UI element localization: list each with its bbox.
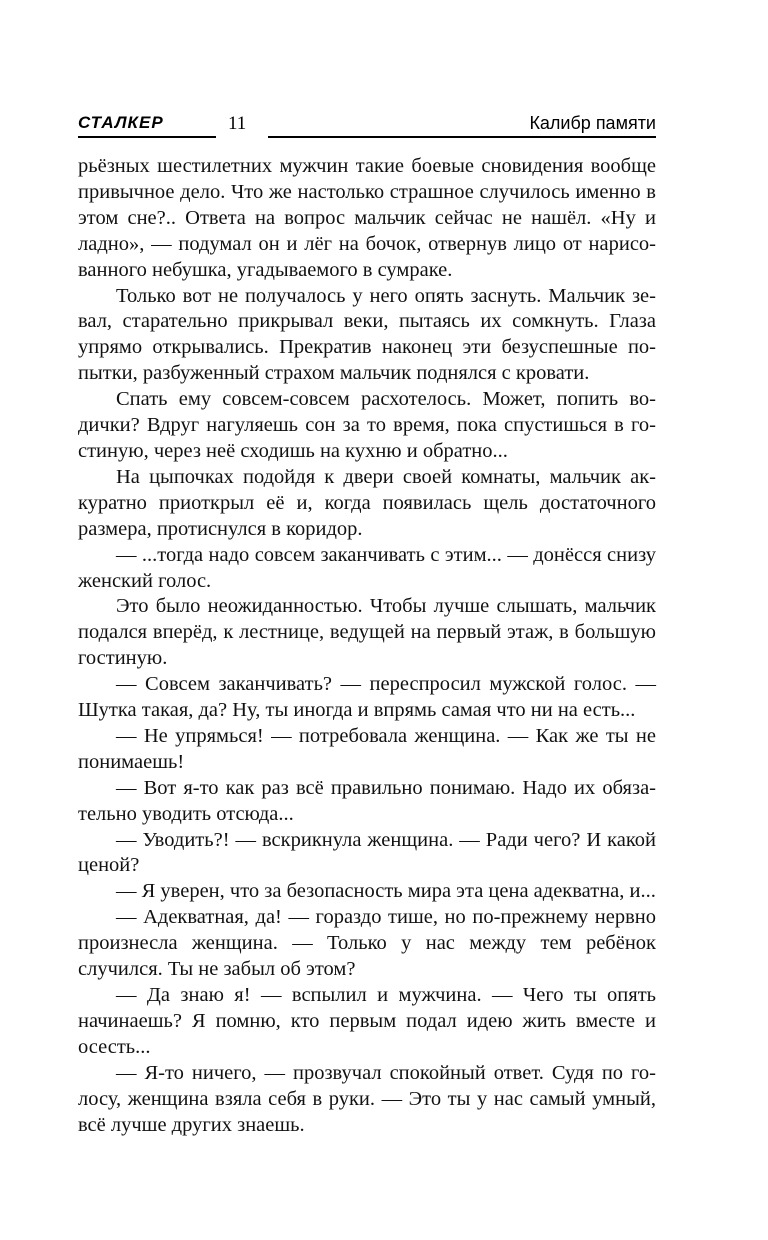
dialogue-line: — Я уверен, что за безопасность мира эта цена адекватна, и...: [116, 880, 656, 903]
paragraph: На цыпочках подойдя к двери своей комнаты, мальчик аккуратно приоткрыл её и, когда появилась щель достаточного размера, протиснулся в коридор.: [78, 465, 656, 540]
running-header: [78, 113, 656, 139]
header-rule-left: [78, 136, 216, 138]
paragraph: Спать ему совсем-совсем расхотелось. Может, попить водички? Вдруг нагуляешь сон за то время, пока спустишься в гостиную, через неё сходишь на кухню и обратно...: [78, 388, 656, 462]
header-rule-right: [268, 136, 656, 138]
dialogue-line: — Да знаю я! — вспылил и мужчина. — Чего ты опять начинаешь? Я помню, кто первым подал идею жить вместе и осесть...: [78, 984, 656, 1058]
dialogue-line: — ...тогда надо совсем заканчивать с этим... — донёсся снизу женский голос.: [78, 543, 656, 592]
body-text: [78, 154, 656, 1138]
dialogue-line: — Я-то ничего, — прозвучал спокойный ответ. Судя по голосу, женщина взяла себя в руки. — Это ты у нас самый умный, всё лучше других знаешь.: [78, 1061, 656, 1136]
book-title: Калибр памяти: [529, 113, 656, 133]
paragraph: Только вот не получалось у него опять заснуть. Мальчик зевал, старательно прикрывал веки, пытаясь их сомкнуть. Глаза упрямо открывались. Прекратив наконец эти безуспешные попытки, разбуженный страхом мальчик поднялся с кровати.: [78, 284, 656, 385]
paragraph: рьёзных шестилетних мужчин такие боевые сновидения вообще привычное дело. Что же настолько страшное случилось именно в этом сне?.. Ответа на вопрос мальчик сейчас не нашёл. «Ну и ладно», — подумал он и лёг на бочок, отвернув лицо от нарисованного небушка, угадываемого в сумраке.: [78, 155, 656, 281]
series-logo: СТАЛКЕР: [78, 113, 164, 132]
dialogue-line: — Совсем заканчивать? — переспросил мужской голос. — Шутка такая, да? Ну, ты иногда и впрямь самая что ни на есть...: [78, 673, 656, 722]
dialogue-line: — Адекватная, да! — гораздо тише, но по-прежнему нервно произнесла женщина. — Только у нас между тем ребёнок случился. Ты не забыл об этом?: [78, 906, 656, 981]
dialogue-line: — Не упрямься! — потребовала женщина. — Как же ты не понимаешь!: [78, 724, 656, 773]
paragraph: Это было неожиданностью. Чтобы лучше слышать, мальчик подался вперёд, к лестнице, ведущей на первый этаж, в большую гостиную.: [78, 595, 656, 670]
dialogue-line: — Вот я-то как раз всё правильно понимаю. Надо их обязательно уводить отсюда...: [78, 776, 656, 825]
page-number: 11: [228, 113, 247, 134]
dialogue-line: — Уводить?! — вскрикнула женщина. — Ради чего? И какой ценой?: [78, 828, 656, 877]
